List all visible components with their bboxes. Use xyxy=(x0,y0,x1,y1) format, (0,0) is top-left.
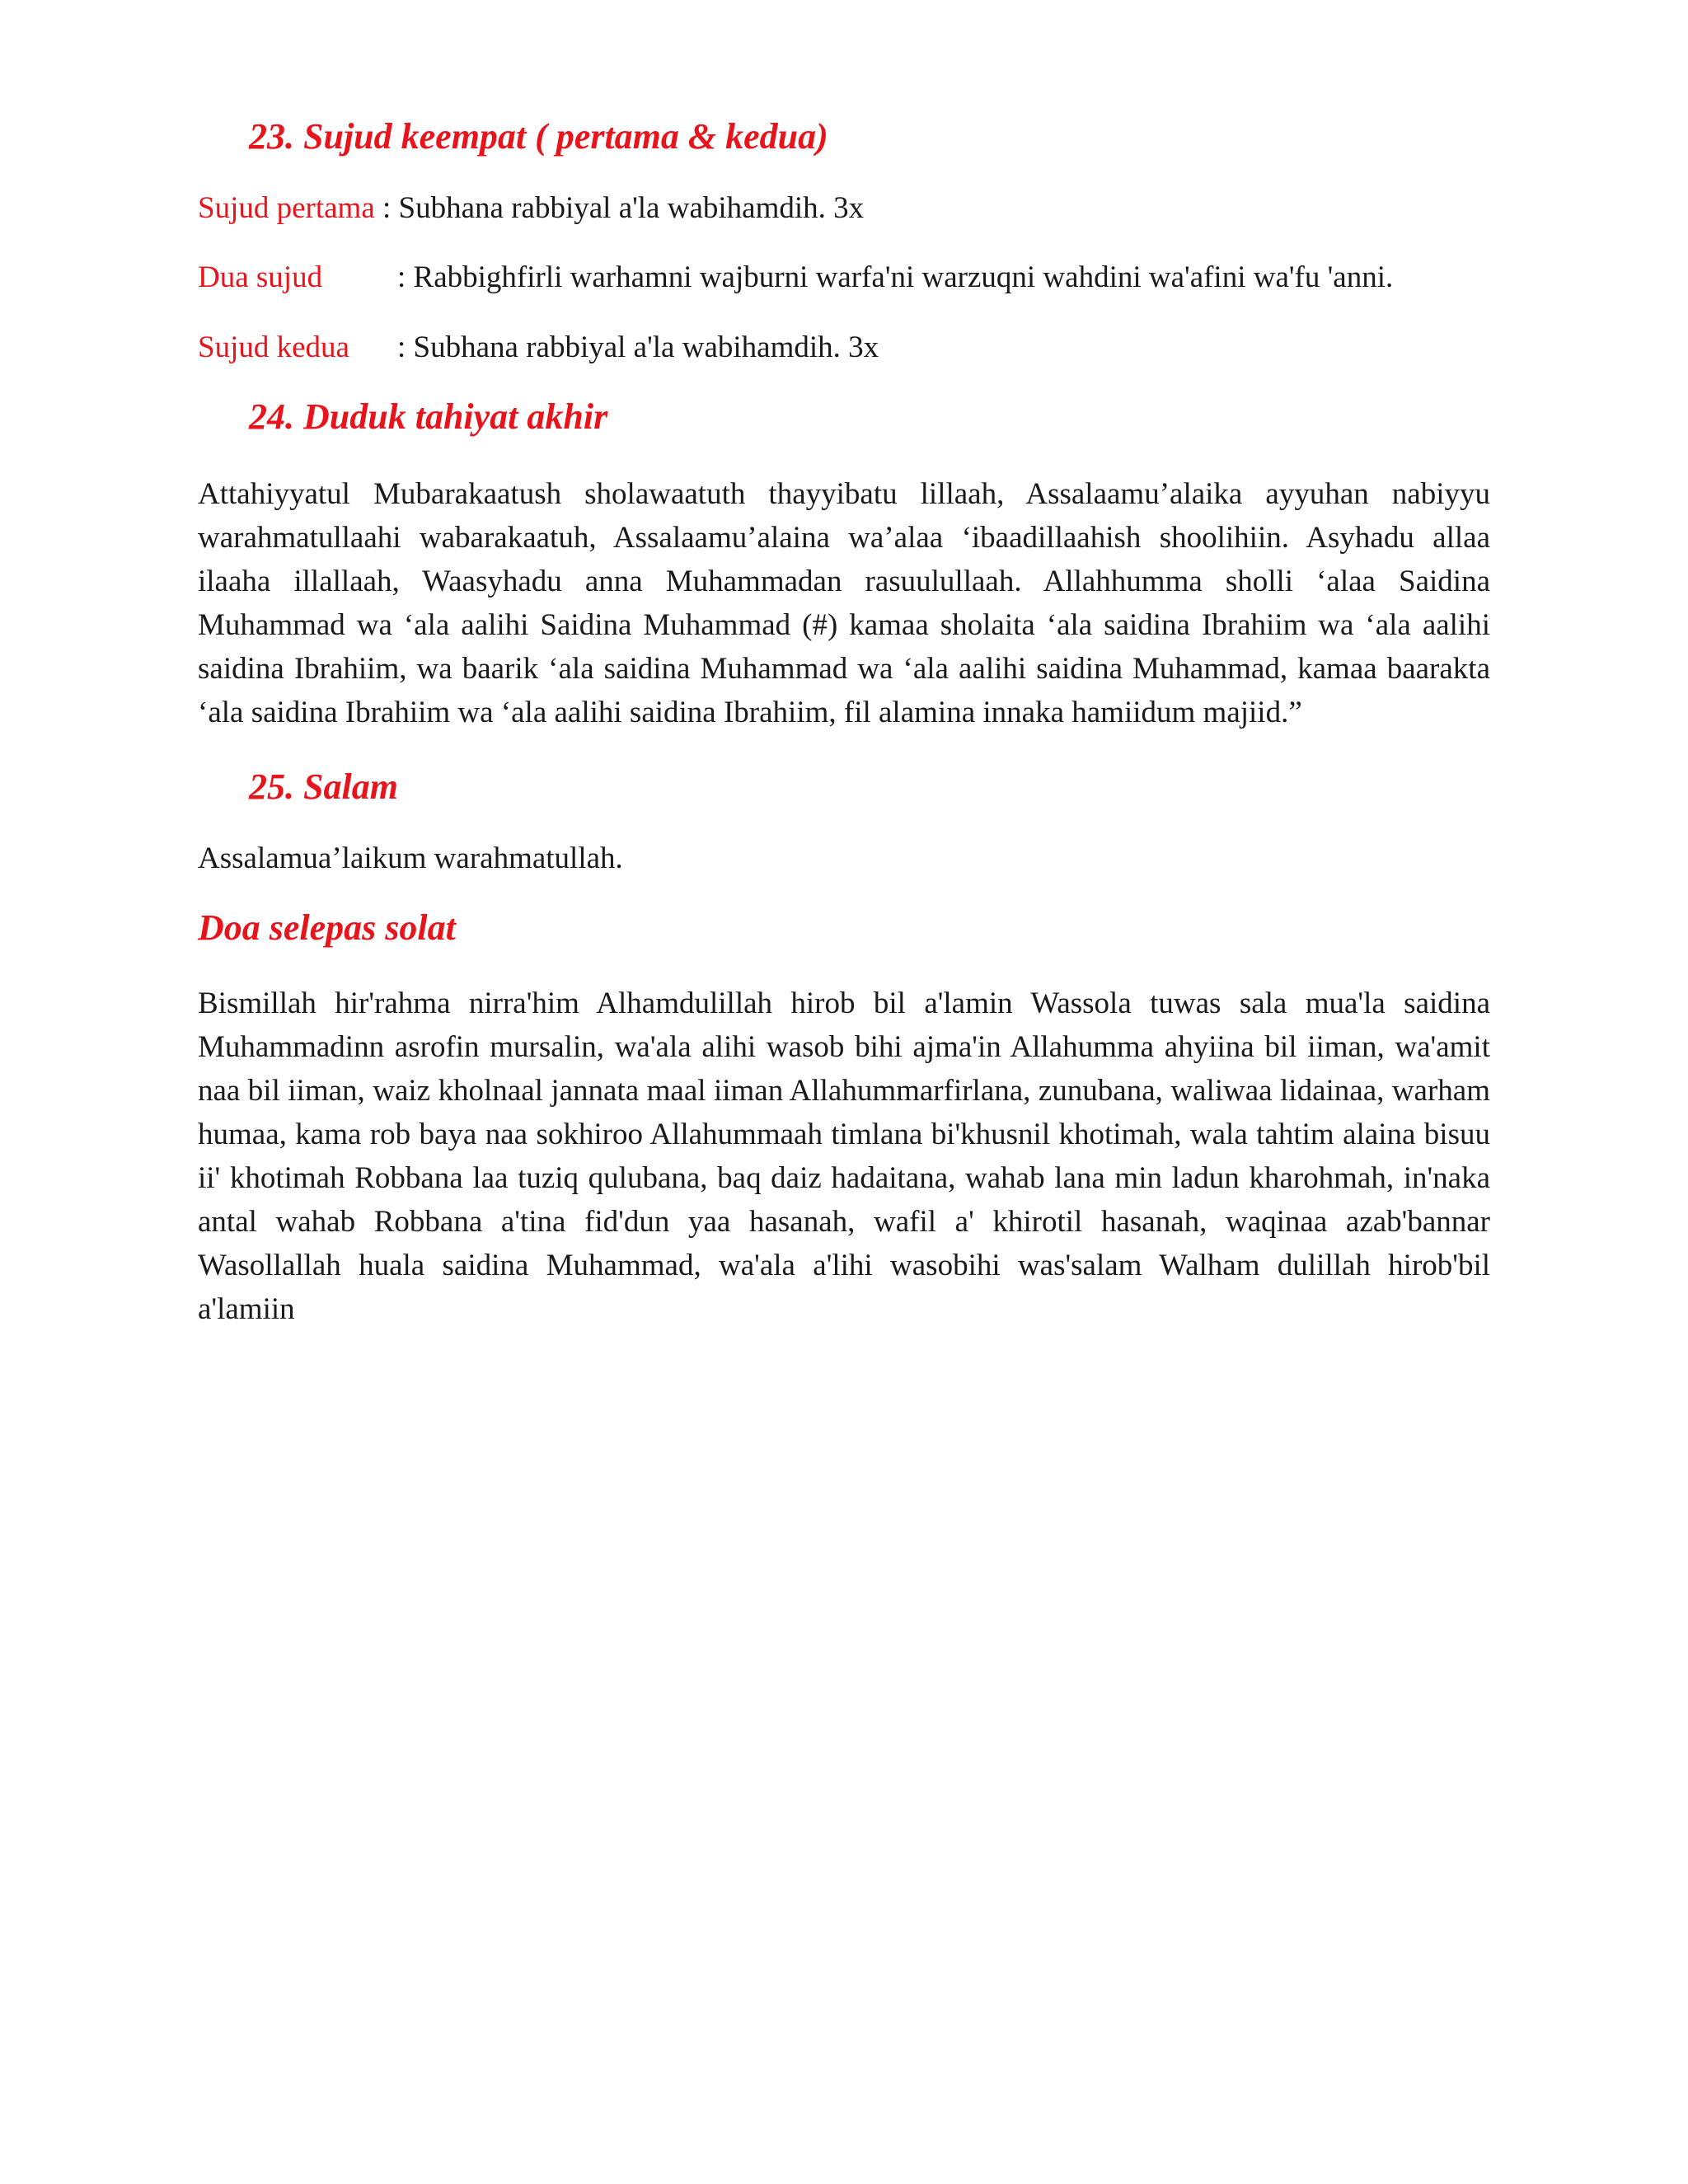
paragraph-doa: Bismillah hir'rahma nirra'him Alhamdulillah hirob bil a'lamin Wassola tuwas sala mua'la saidina Muhammadinn asrofin mursalin, wa'ala alihi wasob bihi ajma'in Allahumma ahyiina bil iiman, wa'amit naa bil iiman, waiz kholnaal jannata maal iiman Allahummarfirlana, zunubana, waliwaa lidainaa, warham humaa, kama rob baya naa sokhiroo Allahummaah timlana bi'khusnil khotimah, wala tahtim alaina bisuu ii' khotimah Robbana laa tuziq qulubana, baq daiz hadaitana, wahab lana min ladun kharohmah, in'naka antal wahab Robbana a'tina fid'dun yaa hasanah, wafil a' khirotil hasanah, waqinaa azab'bannar Wasollallah huala saidina Muhammad, wa'ala a'lihi wasobihi was'salam Walham dulillah hirob'bil a'lamiin xyxy=(198,986,1490,1326)
heading-salam: 25. Salam xyxy=(249,766,398,807)
heading-doa-selepas-solat: Doa selepas solat xyxy=(198,907,456,948)
row-dua-sujud xyxy=(198,260,1490,296)
document-page xyxy=(198,115,1490,1331)
label-sujud-pertama: Sujud pertama xyxy=(198,190,375,225)
text-dua-sujud: : Rabbighfirli warhamni wajburni warfa'ni warzuqni wahdini wa'afini wa'fu 'anni. xyxy=(397,260,1394,295)
text-sujud-kedua: : Subhana rabbiyal a'la wabihamdih. 3x xyxy=(397,330,879,364)
paragraph-salam: Assalamua’laikum warahmatullah. xyxy=(198,841,623,875)
row-sujud-pertama xyxy=(198,190,1490,227)
label-sujud-kedua: Sujud kedua xyxy=(198,330,349,364)
paragraph-tahiyat: Attahiyyatul Mubarakaatush sholawaatuth thayyibatu lillaah, Assalaamu’alaika ayyuhan nabiyyu warahmatullaahi wabarakaatuh, Assalaamu’alaina wa’alaa ‘ibaadillaahish shoolihiin. Asyhadu allaa ilaaha illallaah, Waasyhadu anna Muhammadan rasuulullaah. Allahhumma sholli ‘alaa Saidina Muhammad wa ‘ala aalihi Saidina Muhammad (#) kamaa sholaita ‘ala saidina Ibrahiim wa ‘ala aalihi saidina Ibrahiim, wa baarik ‘ala saidina Muhammad wa ‘ala aalihi saidina Muhammad, kamaa baarakta ‘ala saidina Ibrahiim wa ‘ala aalihi saidina Ibrahiim, fil alamina innaka hamiidum majiid.” xyxy=(198,476,1490,729)
heading-duduk-tahiyat-akhir: 24. Duduk tahiyat akhir xyxy=(249,396,608,437)
heading-sujud-keempat: 23. Sujud keempat ( pertama & kedua) xyxy=(249,116,828,157)
label-dua-sujud: Dua sujud xyxy=(198,260,323,295)
text-sujud-pertama: : Subhana rabbiyal a'la wabihamdih. 3x xyxy=(374,190,865,225)
row-sujud-kedua xyxy=(198,330,1490,366)
